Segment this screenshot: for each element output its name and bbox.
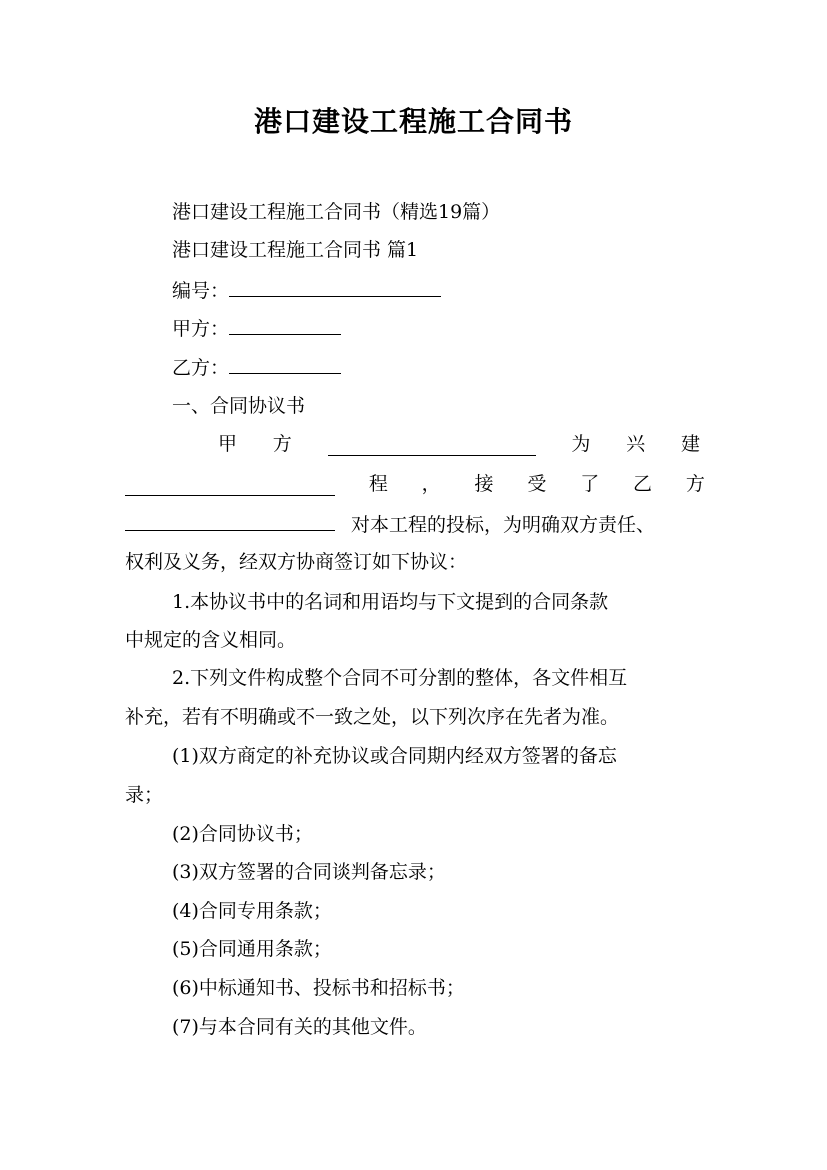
list-item-7: (7)与本合同有关的其他文件。	[172, 1016, 427, 1038]
list-item-5: (5)合同通用条款；	[172, 938, 332, 960]
party-b-blank	[229, 355, 341, 374]
text-char: 程	[368, 473, 388, 495]
clause-2: 2.下列文件构成整个合同不可分割的整体，各文件相互	[172, 667, 628, 689]
text-char: 建	[680, 433, 700, 455]
section-heading: 一、合同协议书	[172, 395, 306, 417]
text-char: 乙	[633, 473, 653, 495]
contract-number-label: 编号：	[172, 280, 230, 302]
party-a-blank	[229, 316, 341, 335]
paragraph-text: 对本工程的投标，为明确双方责任、	[351, 514, 656, 536]
document-title: 港口建设工程施工合同书	[253, 105, 573, 138]
contract-number-blank	[229, 278, 441, 297]
contract-number-field	[172, 278, 441, 303]
party-b-label: 乙方：	[172, 357, 230, 379]
list-item-1: (1)双方商定的补充协议或合同期内经双方签署的备忘	[172, 745, 617, 767]
list-item-2: (2)合同协议书；	[172, 823, 313, 845]
text-char: ，	[421, 473, 441, 495]
clause-2-cont: 补充，若有不明确或不一致之处，以下列次序在先者为准。	[125, 706, 620, 728]
party-a-label: 甲方：	[172, 318, 230, 340]
text-char: 兴	[626, 433, 646, 455]
list-item-1-cont: 录；	[125, 784, 164, 806]
text-char: 了	[580, 473, 600, 495]
party-a-field	[172, 316, 341, 341]
paragraph-line-4: 权利及义务，经双方协商签订如下协议：	[125, 551, 468, 573]
clause-1: 1.本协议书中的名词和用语均与下文提到的合同条款	[172, 591, 609, 613]
text-char: 甲	[218, 433, 238, 455]
clause-1-cont: 中规定的含义相同。	[125, 629, 297, 651]
subtitle-line: 港口建设工程施工合同书（精选19篇）	[172, 201, 501, 223]
paragraph-line-3	[125, 512, 655, 537]
project-blank	[328, 437, 536, 456]
chapter-heading: 港口建设工程施工合同书 篇1	[172, 239, 419, 261]
paragraph-line-2	[125, 472, 705, 496]
list-item-4: (4)合同专用条款；	[172, 900, 332, 922]
contractor-blank	[125, 512, 335, 531]
text-char: 接	[474, 473, 494, 495]
text-char: 为	[571, 433, 591, 455]
list-item-6: (6)中标通知书、投标书和招标书；	[172, 977, 465, 999]
paragraph-line-1	[218, 432, 700, 456]
text-char: 方	[272, 433, 292, 455]
party-b-field	[172, 355, 341, 380]
text-char: 受	[527, 473, 547, 495]
text-char: 方	[685, 473, 705, 495]
project-name-blank	[125, 477, 335, 496]
list-item-3: (3)双方签署的合同谈判备忘录；	[172, 861, 446, 883]
